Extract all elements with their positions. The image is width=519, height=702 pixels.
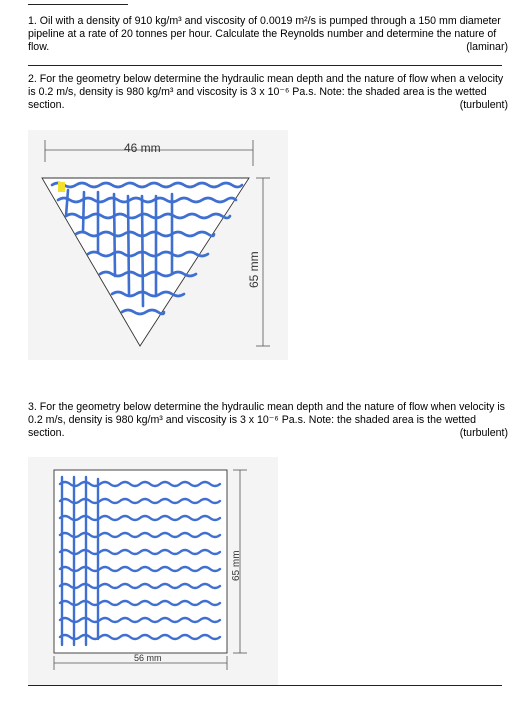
rectangle-height-label: 65 mm: [231, 550, 242, 581]
question-1: [28, 15, 508, 55]
bottom-rule: [28, 685, 502, 686]
rectangle-width-label: 56 mm: [134, 653, 162, 663]
question-2-answer: (turbulent): [459, 99, 508, 112]
triangle-width-label: 46 mm: [124, 141, 161, 155]
question-3-answer: (turbulent): [459, 427, 508, 440]
question-3: [28, 401, 508, 441]
rectangle-outline: [54, 470, 227, 653]
question-1-text: 1. Oil with a density of 910 kg/m³ and viscosity of 0.0019 m²/s is pumped through a 150 mm diameter pipeline at a rate of 20 tonnes per hour. Calculate the Reynolds number and determine the nature of flow.: [28, 15, 501, 54]
divider-1: [28, 65, 502, 66]
rectangle-diagram: [28, 457, 278, 685]
top-rule: [28, 4, 128, 5]
yellow-marker: [58, 182, 65, 192]
question-3-text: 3. For the geometry below determine the hydraulic mean depth and the nature of flow when velocity is 0.2 m/s, density is 980 kg/m³ and viscosity is 3 x 10⁻⁶ Pa.s. Note: the shaded area is the wetted section.: [28, 401, 505, 440]
triangle-height-label: 65 mm: [247, 251, 261, 288]
figure-rectangle: [28, 457, 278, 685]
question-2-text: 2. For the geometry below determine the hydraulic mean depth and the nature of flow when a velocity is 0.2 m/s, density is 980 kg/m³ and viscosity is 3 x 10⁻⁶ Pa.s. Note: the shaded area is the wetted section.: [28, 73, 504, 112]
question-1-answer: (laminar): [466, 41, 508, 54]
question-2: [28, 73, 508, 113]
triangle-diagram: [28, 130, 288, 360]
figure-triangle: [28, 130, 288, 360]
triangle-outline: [42, 178, 249, 346]
